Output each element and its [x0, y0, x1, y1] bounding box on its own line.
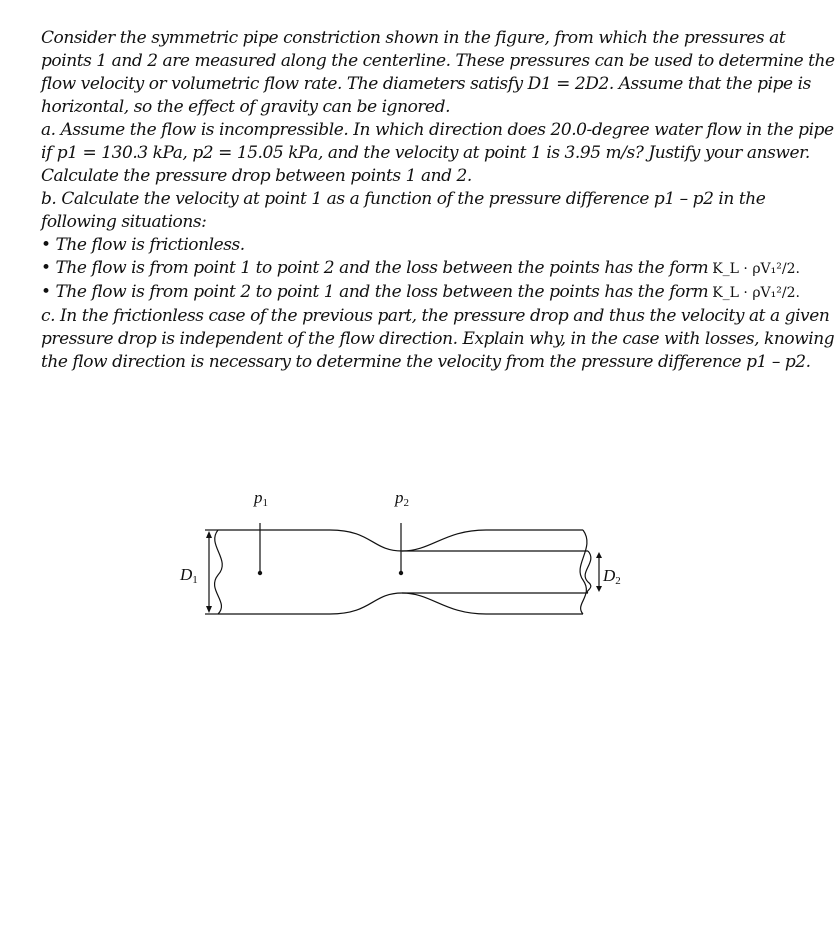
- part-a-line-2: if p1 = 130.3 kPa, p2 = 15.05 kPa, and the velocity at point 1 is 3.95 m/s? Justify your answer.: [41, 143, 810, 163]
- intro-line-2: points 1 and 2 are measured along the centerline. These pressures can be used to determine the: [41, 51, 835, 71]
- loss-formula-1: K_L · ρV₁²/2.: [712, 261, 800, 277]
- dimension-arrowheads: [206, 531, 602, 613]
- intro-line-1: Consider the symmetric pipe constriction shown in the figure, from which the pressures at: [41, 28, 786, 48]
- part-c-line-3: the flow direction is necessary to determine the velocity from the pressure difference p1 – p2.: [41, 352, 811, 372]
- bullet-flow-2-to-1: • The flow is from point 2 to point 1 and the loss between the points has the form K_L · ρV₁²/2.: [41, 281, 831, 305]
- part-b-line-1: b. Calculate the velocity at point 1 as a function of the pressure difference p1 – p2 in the: [41, 189, 766, 209]
- intro-line-3: flow velocity or volumetric flow rate. The diameters satisfy D1 = 2D2. Assume that the pipe is: [41, 74, 811, 94]
- left-break-curve: [215, 530, 223, 614]
- bullet-flow-1-to-2: • The flow is from point 1 to point 2 and the loss between the points has the form K_L · ρV₁²/2.: [41, 257, 831, 281]
- part-a-line-3: Calculate the pressure drop between points 1 and 2.: [41, 166, 472, 186]
- label-p1: p1: [254, 488, 268, 509]
- d2-arrow-bottom: [596, 586, 602, 592]
- label-p2: p2: [395, 488, 409, 509]
- p2-probe-point: [399, 571, 403, 575]
- d1-arrow-top: [206, 531, 212, 538]
- part-c-line-2: pressure drop is independent of the flow direction. Explain why, in the case with losses, knowing: [41, 329, 835, 349]
- bullet-frictionless: • The flow is frictionless.: [41, 234, 831, 257]
- label-d2: D2: [603, 566, 621, 587]
- d1-arrow-bottom: [206, 606, 212, 613]
- part-a-line-1: a. Assume the flow is incompressible. In which direction does 20.0-degree water flow in the pipe: [41, 120, 834, 140]
- part-c-line-1: c. In the frictionless case of the previous part, the pressure drop and thus the velocity at a given: [41, 306, 830, 326]
- part-b-line-2: following situations:: [41, 212, 207, 232]
- loss-formula-2: K_L · ρV₁²/2.: [712, 285, 800, 301]
- p1-probe-point: [258, 571, 262, 575]
- label-d1: D1: [180, 565, 198, 586]
- d2-arrow-top: [596, 552, 602, 558]
- intro-line-4: horizontal, so the effect of gravity can be ignored.: [41, 97, 451, 117]
- pipe-bottom-wall: [218, 593, 583, 614]
- pipe-outline: [205, 523, 599, 614]
